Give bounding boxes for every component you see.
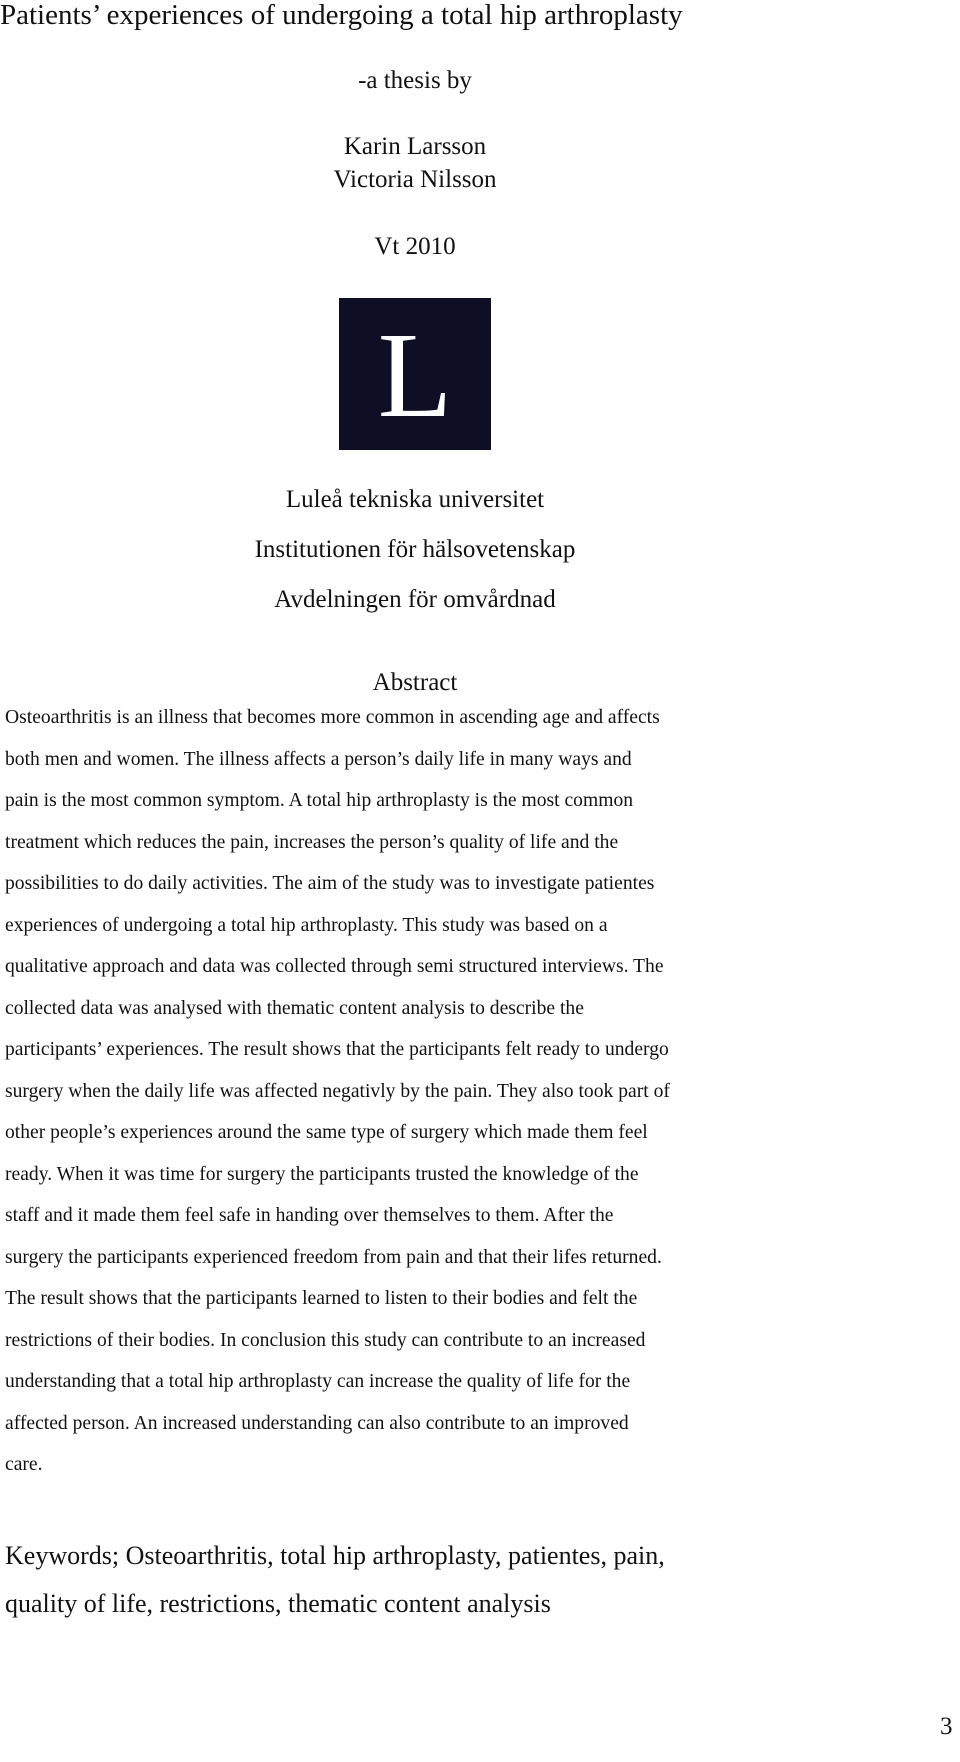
logo-letter: L — [377, 308, 453, 443]
university-logo-mark — [339, 298, 491, 450]
author-name: Karin Larsson — [343, 133, 487, 160]
thesis-byline: -a thesis by — [358, 67, 472, 94]
document-title: Patients’ experiences of undergoing a total hip arthroplasty — [0, 0, 683, 31]
abstract-line: surgery when the daily life was affected negativly by the pain. They also took part of — [5, 1080, 670, 1102]
abstract-line: surgery the participants experienced freedom from pain and that their lifes returned. — [5, 1246, 662, 1268]
abstract-line: treatment which reduces the pain, increases the person’s quality of life and the — [5, 831, 619, 853]
keywords — [5, 1532, 905, 1628]
abstract-line: ready. When it was time for surgery the participants trusted the knowledge of the — [5, 1163, 639, 1185]
abstract-line: care. — [5, 1454, 43, 1475]
abstract-line: collected data was analysed with thematic content analysis to describe the — [5, 997, 584, 1019]
abstract-line: staff and it made them feel safe in handing over themselves to them. After the — [5, 1205, 614, 1226]
abstract-line: participants’ experiences. The result shows that the participants felt ready to undergo — [5, 1039, 669, 1060]
abstract-line: experiences of undergoing a total hip arthroplasty. This study was based on a — [5, 914, 608, 936]
abstract-line: The result shows that the participants learned to listen to their bodies and felt the — [5, 1288, 638, 1309]
abstract-line: understanding that a total hip arthroplasty can increase the quality of life for the — [5, 1371, 631, 1392]
keywords-line: Keywords; Osteoarthritis, total hip arthroplasty, patientes, pain, — [5, 1541, 665, 1570]
division-name: Avdelningen för omvårdnad — [274, 586, 556, 613]
abstract-line: pain is the most common symptom. A total hip arthroplasty is the most common — [5, 790, 634, 811]
abstract-line: possibilities to do daily activities. The aim of the study was to investigate patientes — [5, 873, 655, 894]
abstract-heading: Abstract — [372, 669, 458, 696]
university-name: Luleå tekniska universitet — [285, 486, 545, 513]
term-label: Vt 2010 — [374, 233, 456, 260]
abstract-line: qualitative approach and data was collected through semi structured interviews. The — [5, 956, 664, 977]
abstract-line: restrictions of their bodies. In conclusion this study can contribute to an increased — [5, 1329, 646, 1351]
abstract-line: affected person. An increased understanding can also contribute to an improved — [5, 1412, 629, 1434]
abstract-line: Osteoarthritis is an illness that becomes more common in ascending age and affects — [5, 707, 660, 728]
abstract-line: other people’s experiences around the same type of surgery which made them feel — [5, 1122, 648, 1143]
abstract-body — [5, 697, 875, 1486]
department-name: Institutionen för hälsovetenskap — [254, 536, 576, 563]
author-name: Victoria Nilsson — [333, 166, 497, 193]
keywords-line: quality of life, restrictions, thematic content analysis — [5, 1589, 551, 1618]
abstract-line: both men and women. The illness affects a person’s daily life in many ways and — [5, 748, 632, 770]
university-logo — [339, 298, 491, 450]
page-number: 3 — [940, 1713, 953, 1740]
